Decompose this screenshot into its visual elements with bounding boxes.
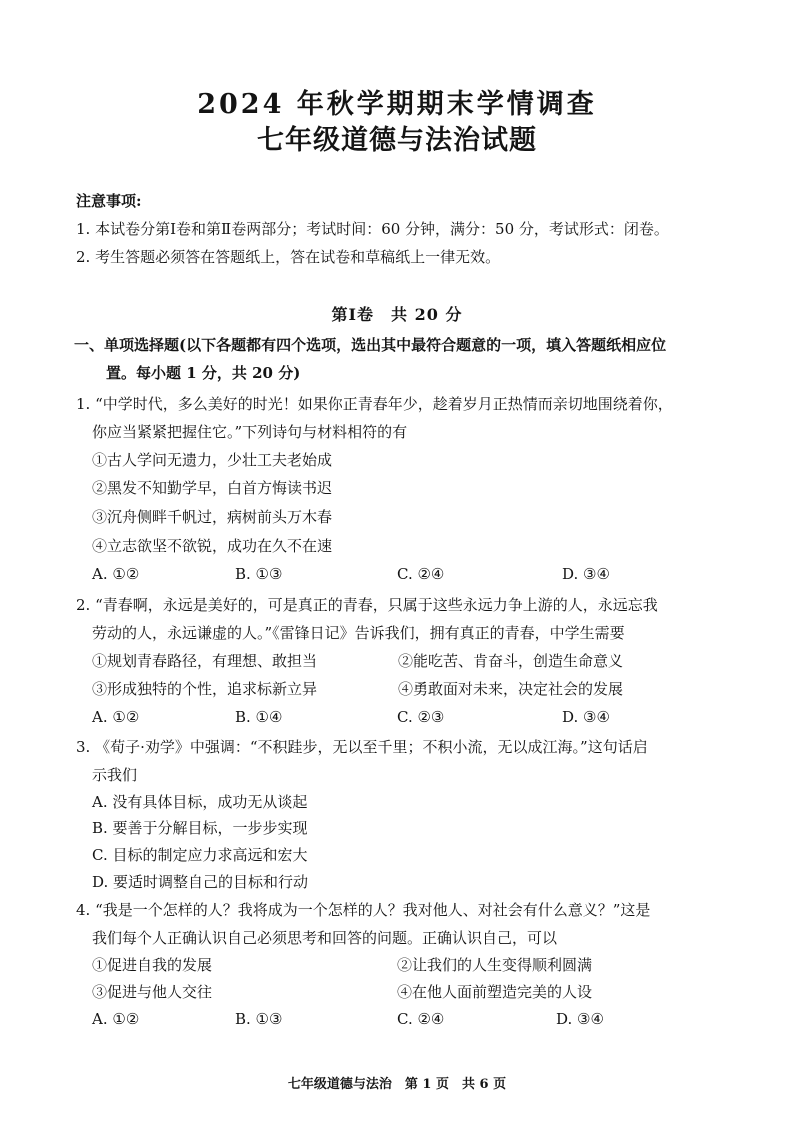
note-item-1: 1. 本试卷分第Ⅰ卷和第Ⅱ卷两部分；考试时间：60 分钟，满分：50 分，考试形式：闭卷。: [76, 220, 669, 238]
question-2-statement: ②能吃苦、肯奋斗，创造生命意义: [398, 652, 624, 670]
question-1-option-a: A. ①②: [92, 565, 140, 583]
question-1-statement: ④立志欲坚不欲锐，成功在久不在速: [92, 537, 333, 555]
section-title: 第Ⅰ卷 共 20 分: [331, 305, 463, 324]
question-1-option-b: B. ①③: [235, 565, 283, 583]
question-2-option-d: D. ③④: [562, 708, 610, 726]
page-footer: 七年级道德与法治 第 1 页 共 6 页: [287, 1077, 507, 1092]
question-3-stem: 3. 《荀子·劝学》中强调：“不积跬步，无以至千里；不积小流，无以成江海。”这句话启: [76, 738, 648, 756]
question-3-option-d: D. 要适时调整自己的目标和行动: [92, 873, 309, 891]
question-1-statement: ③沉舟侧畔千帆过，病树前头万木春: [92, 508, 333, 526]
exam-title: 2024 年秋学期期末学情调查: [197, 89, 597, 120]
question-1-option-d: D. ③④: [562, 565, 610, 583]
question-4-stem-cont: 我们每个人正确认识自己必须思考和回答的问题。正确认识自己，可以: [92, 929, 558, 947]
section-instruction: 一、单项选择题(以下各题都有四个选项，选出其中最符合题意的一项，填入答题纸相应位: [74, 336, 667, 354]
question-2-option-b: B. ①④: [235, 708, 283, 726]
question-1-statement: ②黑发不知勤学早，白首方悔读书迟: [92, 479, 333, 497]
question-2-stem-cont: 劳动的人，永远谦虚的人。”《雷锋日记》告诉我们，拥有真正的青春，中学生需要: [92, 624, 625, 642]
question-4-statement: ②让我们的人生变得顺利圆满: [397, 956, 593, 974]
question-4-option-d: D. ③④: [556, 1010, 604, 1028]
question-2-statement: ①规划青春路径，有理想、敢担当: [92, 652, 318, 670]
question-1-stem-cont: 你应当紧紧把握住它。”下列诗句与材料相符的有: [92, 423, 408, 441]
section-instruction-cont: 置。每小题 1 分，共 20 分): [106, 364, 301, 382]
question-2-option-c: C. ②③: [397, 708, 445, 726]
question-1-statement: ①古人学问无遗力，少壮工夫老始成: [92, 451, 333, 469]
question-4-statement: ③促进与他人交往: [92, 983, 213, 1001]
question-2-stem: 2. “青春啊，永远是美好的，可是真正的青春，只属于这些永远力争上游的人，永远忘我: [76, 596, 658, 614]
question-4-statement: ④在他人面前塑造完美的人设: [397, 983, 593, 1001]
question-1-option-c: C. ②④: [397, 565, 445, 583]
question-4-statement: ①促进自我的发展: [92, 956, 213, 974]
question-3-option-c: C. 目标的制定应力求高远和宏大: [92, 846, 308, 864]
question-4-option-a: A. ①②: [92, 1010, 140, 1028]
question-3-option-b: B. 要善于分解目标，一步步实现: [92, 819, 308, 837]
question-2-option-a: A. ①②: [92, 708, 140, 726]
notes-heading: 注意事项:: [76, 192, 142, 210]
note-item-2: 2. 考生答题必须答在答题纸上，答在试卷和草稿纸上一律无效。: [76, 248, 501, 266]
question-4-stem: 4. “我是一个怎样的人？我将成为一个怎样的人？我对他人、对社会有什么意义？”这是: [76, 901, 651, 919]
question-4-option-b: B. ①③: [235, 1010, 283, 1028]
question-3-stem-cont: 示我们: [92, 766, 138, 784]
question-2-statement: ③形成独特的个性，追求标新立异: [92, 680, 318, 698]
exam-subtitle: 七年级道德与法治试题: [257, 125, 537, 156]
question-3-option-a: A. 没有具体目标，成功无从谈起: [92, 793, 308, 811]
question-2-statement: ④勇敢面对未来，决定社会的发展: [398, 680, 624, 698]
question-1-stem: 1. “中学时代，多么美好的时光！如果你正青春年少，趁着岁月正热情而亲切地围绕着你，: [76, 395, 673, 413]
question-4-option-c: C. ②④: [397, 1010, 445, 1028]
